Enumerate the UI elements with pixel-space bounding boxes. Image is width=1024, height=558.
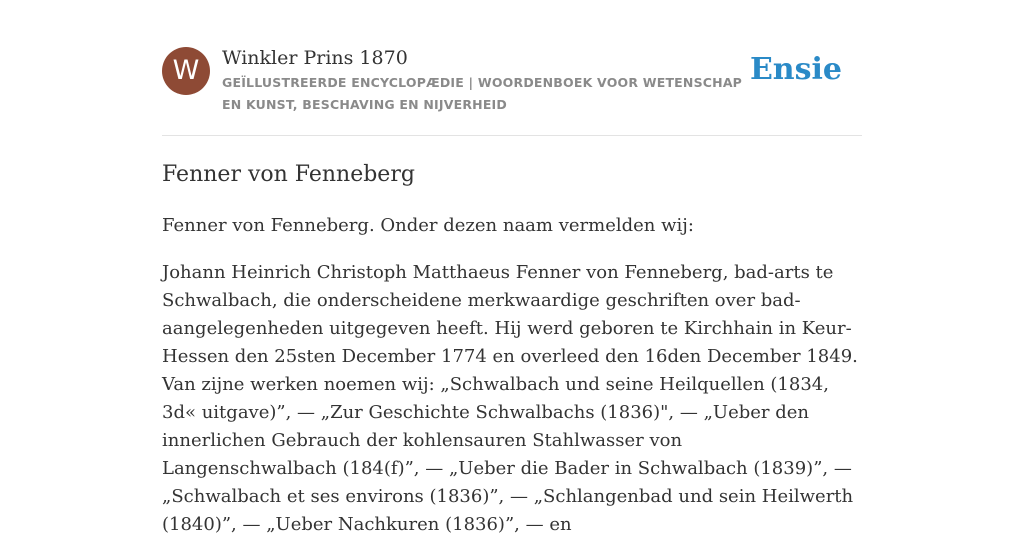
source-subtitle: GEÏLLUSTREERDE ENCYCLOPÆDIE | WOORDENBOEK VOOR WETENSCHAP EN KUNST, BESCHAVING EN NIJVERHEID [222,75,743,112]
entry-title: Fenner von Fenneberg [162,162,415,187]
ensie-logo[interactable]: Ensie [749,52,842,87]
header-divider [162,135,862,136]
entry-content [162,212,862,558]
entry-paragraph-body: Johann Heinrich Christoph Matthaeus Fenner von Fenneberg, bad-arts te Schwalbach, die onderscheidene merkwaardige geschriften over bad-aangelegenheden uitgegeven heeft. Hij werd geboren te Kirchhain in Keur-Hessen den 25sten December 1774 en overleed den 16den December 1849. Van zijne werken noemen wij: „Schwalbach und seine Heilquellen (1834, 3d« uitgave)”, — „Zur Geschichte Schwalbachs (1836)", — „Ueber den innerlichen Gebrauch der kohlensauren Stahlwasser von Langenschwalbach (184(f)”, — „Ueber die Bader in Schwalbach (1839)”, — „Schwalbach et ses environs (1836)”, — „Schlangenbad und sein Heilwerth (1840)”, — „Ueber Nachkuren (1836)”, — en [162,262,858,535]
source-header [162,46,862,136]
entry-paragraph-intro: Fenner von Fenneberg. Onder dezen naam vermelden wij: [162,215,694,236]
source-avatar[interactable]: W [162,47,210,95]
source-title[interactable]: Winkler Prins 1870 [222,47,408,69]
